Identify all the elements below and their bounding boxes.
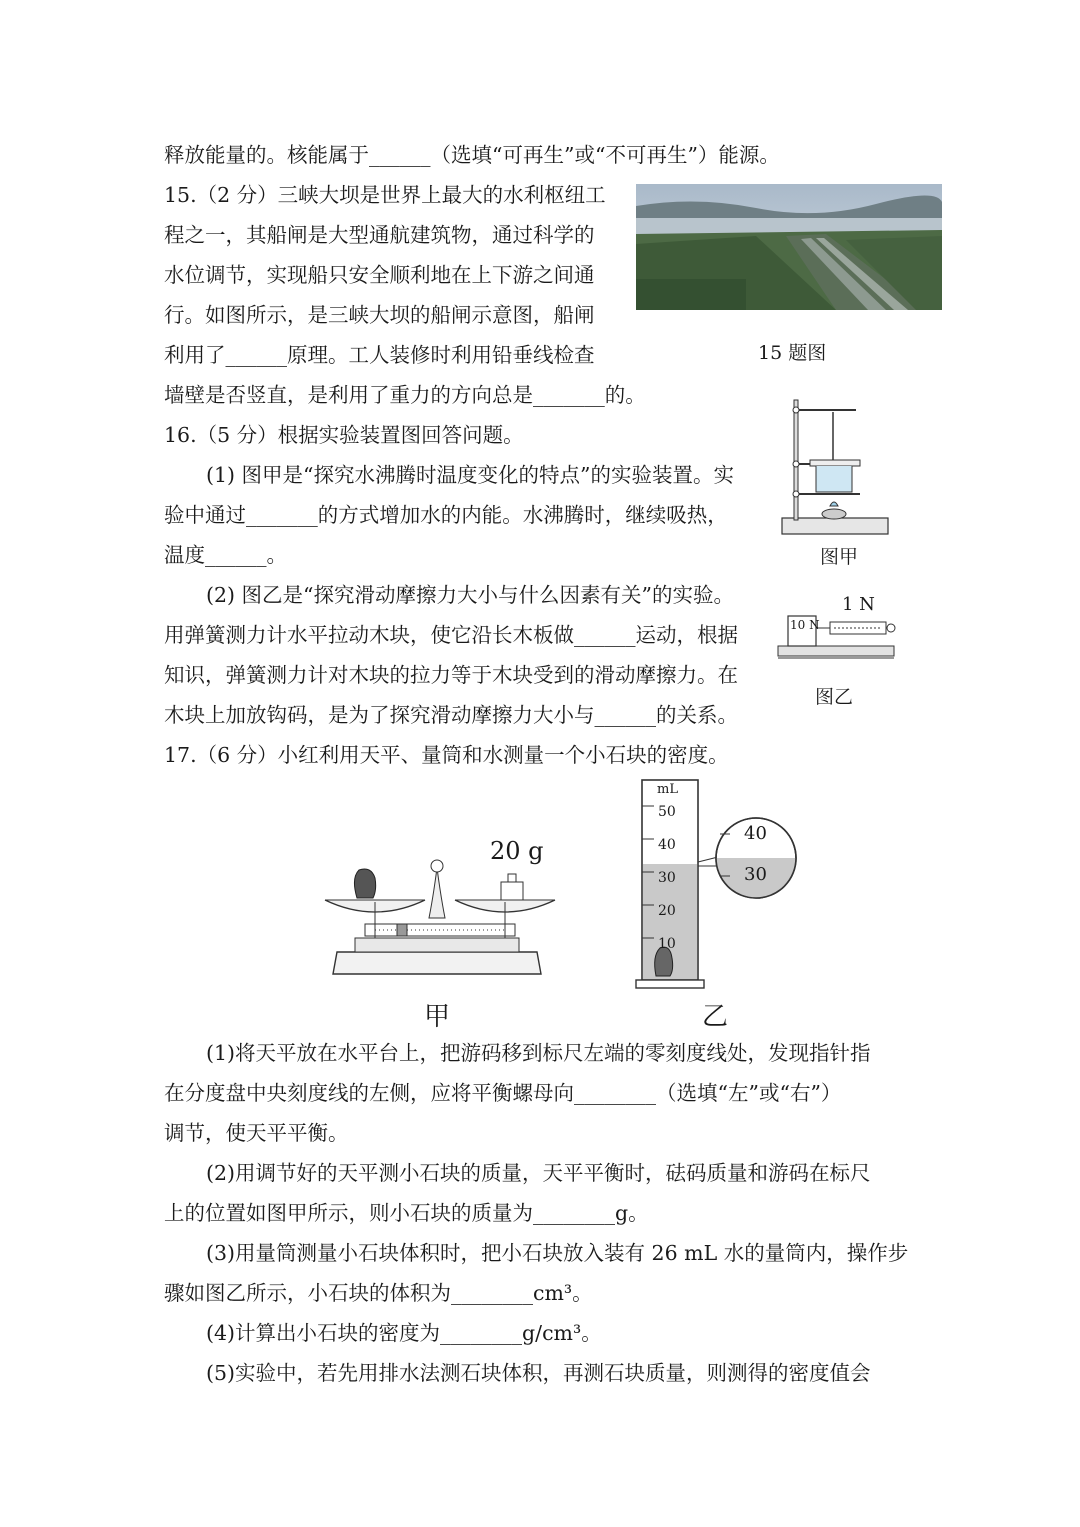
cylinder-tick-50: 50 (658, 804, 676, 820)
q17-line-5: 上的位置如图甲所示，则小石块的质量为________g。 (164, 1201, 649, 1225)
q16-line-3: 验中通过_______的方式增加水的内能。水沸腾时，继续吸热， (164, 503, 728, 527)
q17-line-7: 骤如图乙所示，小石块的体积为________cm³。 (164, 1281, 593, 1305)
q17-line-2: 在分度盘中央刻度线的左侧，应将平衡螺母向________（选填“左”或“右”） (164, 1081, 842, 1105)
cylinder-unit: mL (657, 782, 678, 797)
cylinder-tick-10: 10 (658, 936, 676, 952)
q17-intro: 17.（6 分）小红利用天平、量筒和水测量一个小石块的密度。 (164, 743, 729, 767)
q16-line-1: 16.（5 分）根据实验装置图回答问题。 (164, 423, 524, 447)
q17-line-4: (2)用调节好的天平测小石块的质量，天平平衡时，砝码质量和游码在标尺 (206, 1161, 871, 1185)
q16-line-6: 用弹簧测力计水平拉动木块，使它沿长木板做______运动，根据 (164, 623, 738, 647)
q15-figure-caption: 15 题图 (758, 342, 827, 364)
q16-line-4: 温度______。 (164, 543, 287, 567)
q17-line-8: (4)计算出小石块的密度为________g/cm³。 (206, 1321, 602, 1345)
q14-line: 释放能量的。核能属于______（选填“可再生”或“不可再生”）能源。 (164, 143, 780, 167)
fig-yi-caption: 图乙 (815, 686, 854, 708)
q16-line-2: (1) 图甲是“探究水沸腾时温度变化的特点”的实验装置。实 (206, 463, 735, 487)
fig-17-jia-caption: 甲 (424, 1002, 451, 1032)
cylinder-tick-30: 30 (658, 870, 676, 886)
cylinder-tick-20: 20 (658, 903, 676, 919)
q15-line-5: 利用了______原理。工人装修时利用铅垂线检查 (164, 343, 595, 367)
boiling-apparatus-figure (778, 394, 892, 544)
cylinder-tick-40: 40 (658, 837, 676, 853)
q17-line-6: (3)用量筒测量小石块体积时，把小石块放入装有 26 mL 水的量筒内，操作步 (206, 1241, 909, 1265)
measuring-cylinder-figure (630, 776, 800, 992)
spring-force-label: 1 N (842, 594, 875, 615)
q15-line-2: 程之一，其船闸是大型通航建筑物，通过科学的 (164, 223, 595, 247)
three-gorges-dam-photo (636, 184, 942, 310)
fig-jia-caption: 图甲 (820, 546, 859, 568)
q15-line-4: 行。如图所示，是三峡大坝的船闸示意图，船闸 (164, 303, 595, 327)
spring-scale-label: 10 N (790, 618, 820, 632)
q16-line-5: (2) 图乙是“探究滑动摩擦力大小与什么因素有关”的实验。 (206, 583, 735, 607)
q15-line-6: 墙壁是否竖直，是利用了重力的方向总是_______的。 (164, 383, 646, 407)
q16-line-8: 木块上加放钩码，是为了探究滑动摩擦力大小与______的关系。 (164, 703, 738, 727)
zoom-tick-30: 30 (744, 864, 767, 885)
q16-line-7: 知识，弹簧测力计对木块的拉力等于木块受到的滑动摩擦力。在 (164, 663, 738, 687)
q17-line-3: 调节，使天平平衡。 (164, 1121, 349, 1145)
q15-line-1: 15.（2 分）三峡大坝是世界上最大的水利枢纽工 (164, 183, 606, 207)
q17-line-9: (5)实验中，若先用排水法测石块体积，再测石块质量，则测得的密度值会 (206, 1361, 871, 1385)
fig-17-yi-caption: 乙 (702, 1002, 729, 1032)
zoom-tick-40: 40 (744, 823, 767, 844)
q17-line-1: (1)将天平放在水平台上，把游码移到标尺左端的零刻度线处，发现指针指 (206, 1041, 871, 1065)
q15-line-3: 水位调节，实现船只安全顺利地在上下游之间通 (164, 263, 595, 287)
weight-label: 20 g (490, 837, 544, 865)
